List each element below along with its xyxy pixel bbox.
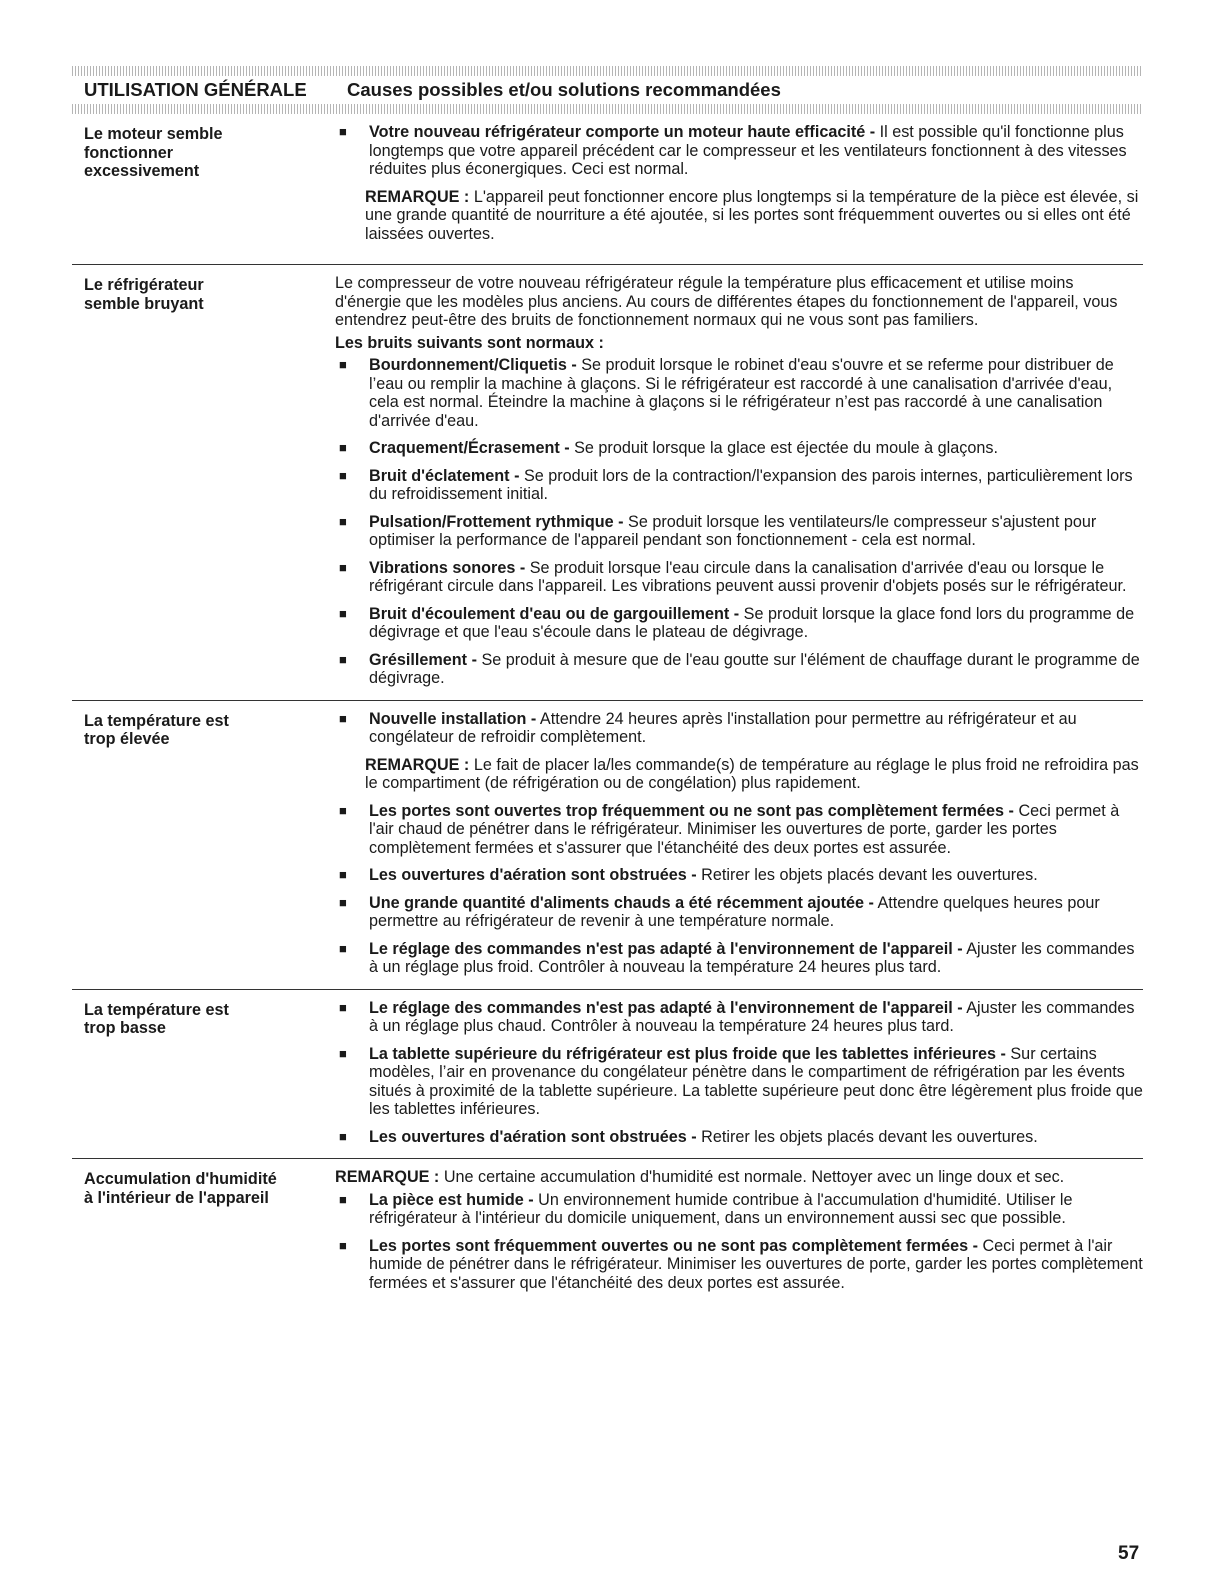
item-title: La pièce est humide - [369,1190,534,1209]
item-text: Ceci permet à l'air humide de pénétrer dans le réfrigérateur. Minimiser les ouvertures de porte, garder les portes complètement fermées et s'assurer que l'étanchéité des deux portes est assurée. [369,1236,1143,1292]
list-item [335,356,1143,430]
list-item [335,439,1143,458]
note-label: REMARQUE : [365,187,470,206]
subheading: Les bruits suivants sont normaux : [335,333,604,352]
item-title: Bourdonnement/Cliquetis - [369,356,577,374]
solutions-cell [335,990,1143,1159]
item-text: Se produit lorsque les ventilateurs/le compresseur s'ajustent pour optimiser la performance de l'appareil pendant son fonctionnement - cela est normal. [369,512,1097,549]
solutions-cell [335,265,1143,700]
list-item [335,710,1143,747]
square-bullet-icon: ■ [339,867,347,882]
list-item [335,802,1143,858]
list-item [335,605,1143,642]
item-text: Se produit lors de la contraction/l'expansion des parois internes, particulièrement lors du refroidissement initial. [369,466,1133,503]
item-title: Votre nouveau réfrigérateur comporte un moteur haute efficacité - [369,123,876,141]
item-title: Grésillement - [369,650,477,669]
item-title: Craquement/Écrasement - [369,439,570,457]
note-label: REMARQUE : [335,1168,440,1186]
note [335,1168,1143,1187]
square-bullet-icon: ■ [339,440,347,455]
intro-paragraph: Le compresseur de votre nouveau réfrigérateur régule la température plus efficacement et utilise moins d'énergie que les modèles plus anciens. Au cours de différentes étapes du fonctionnement de l'appareil, vous entendrez peut-être des bruits de fonctionnement normaux qui ne vous sont pas familiers. [335,274,1118,329]
header-top-rule [72,66,1143,76]
item-text: Sur certains modèles, l’air en provenance du congélateur pénètre dans le compartiment de réfrigération par les évents situés à proximité de la tablette supérieure. La tablette supérieure peut donc être légèrement plus froide que les tablettes inférieures. [369,1044,1143,1118]
item-text: Ajuster les commandes à un réglage plus froid. Contrôler à nouveau la température 24 heures plus tard. [369,939,1135,976]
square-bullet-icon: ■ [339,605,347,621]
note-label: REMARQUE : [365,755,470,774]
item-title: Le réglage des commandes n'est pas adapté à l'environnement de l'appareil - [369,998,963,1017]
item-text: Se produit lorsque la glace est éjectée du moule à glaçons. [569,439,998,457]
list-item [335,1237,1143,1293]
list-item [335,651,1143,688]
square-bullet-icon: ■ [339,559,347,575]
list-item [335,467,1143,504]
item-text: Un environnement humide contribue à l'accumulation d'humidité. Utiliser le réfrigérateur à l'intérieur du domicile uniquement, dans un environnement aussi sec que possible. [369,1190,1073,1227]
list-item [335,1045,1143,1119]
square-bullet-icon: ■ [339,999,347,1015]
item-text: Il est possible qu'il fonctionne plus longtemps que votre appareil précédent car le compresseur et les ventilateurs fonctionnent à des vitesses réduites plus éconergiques. Ceci est normal. [369,123,1127,178]
problem-label: Accumulation d'humidité à l'intérieur de l'appareil [84,1170,277,1207]
column-header-solutions: Causes possibles et/ou solutions recommandées [347,79,781,100]
problem-label: La température est trop basse [84,1000,229,1037]
troubleshooting-table [72,66,1143,1304]
table-row-temp-high [72,701,1143,990]
square-bullet-icon: ■ [339,124,347,139]
item-text: Attendre 24 heures après l'installation pour permettre au réfrigérateur et au congélateur de refroidir complètement. [369,709,1077,746]
square-bullet-icon: ■ [339,1191,347,1207]
list-item [335,513,1143,550]
problem-label: Le moteur semble fonctionner excessivement [84,125,223,180]
square-bullet-icon: ■ [339,651,347,667]
square-bullet-icon: ■ [339,357,347,372]
item-title: Vibrations sonores - [369,558,526,577]
item-text: Se produit à mesure que de l'eau goutte sur l'élément de chauffage durant le programme de dégivrage. [369,650,1140,687]
square-bullet-icon: ■ [339,1045,347,1061]
list-item [335,123,1143,179]
table-header [72,76,1143,104]
item-text: Retirer les objets placés devant les ouvertures. [696,866,1038,884]
problem-label: La température est trop élevée [84,711,229,748]
note [365,756,1143,793]
item-text: Se produit lorsque le robinet d'eau s'ouvre et se referme pour distribuer de l’eau ou remplir la machine à glaçons. Si le réfrigérateur est raccordé à une canalisation d'arrivée d'eau, cela est normal. Éteindre la machine à glaçons si le réfrigérateur n’est pas raccordé à une canalisation d'arrivée d'eau. [369,356,1114,430]
list-item [335,999,1143,1036]
table-row-noise [72,265,1143,701]
table-row-temp-low [72,990,1143,1160]
item-text: Se produit lorsque l'eau circule dans la canalisation d'arrivée d'eau ou lorsque le réfrigérant circule dans l'appareil. Les vibrations peuvent aussi provenir d'objets posés sur le réfrigérateur. [369,558,1127,595]
list-item [335,1128,1143,1147]
square-bullet-icon: ■ [339,894,347,910]
column-header-problem: UTILISATION GÉNÉRALE [84,79,307,100]
header-bottom-rule [72,104,1143,114]
list-item [335,866,1143,885]
item-title: Pulsation/Frottement rythmique - [369,512,624,531]
item-title: Une grande quantité d'aliments chauds a été récemment ajoutée - [369,893,874,912]
item-text: Retirer les objets placés devant les ouvertures. [696,1127,1038,1146]
solutions-cell [335,114,1143,264]
item-title: Les portes sont fréquemment ouvertes ou ne sont pas complètement fermées - [369,1236,978,1255]
problem-label: Le réfrigérateur semble bruyant [84,276,204,313]
item-title: Le réglage des commandes n'est pas adapté à l'environnement de l'appareil - [369,939,963,958]
note-text: L'appareil peut fonctionner encore plus longtemps si la température de la pièce est élevée, si une grande quantité de nourriture a été ajoutée, si les portes sont fréquemment ouvertes ou si elles ont été laissées ouvertes. [365,187,1139,243]
solutions-cell [335,1159,1143,1304]
list-item [335,1191,1143,1228]
item-text: Ceci permet à l'air chaud de pénétrer dans le réfrigérateur. Minimiser les ouvertures de porte, garder les portes complètement fermées et s'assurer que l'étanchéité des deux portes est assurée. [369,801,1120,857]
item-title: Bruit d'écoulement d'eau ou de gargouillement - [369,604,740,623]
item-title: Les portes sont ouvertes trop fréquemment ou ne sont pas complètement fermées - [369,801,1014,820]
item-text: Ajuster les commandes à un réglage plus chaud. Contrôler à nouveau la température 24 heures plus tard. [369,998,1135,1035]
list-item [335,559,1143,596]
solutions-cell [335,701,1143,989]
item-text: Attendre quelques heures pour permettre au réfrigérateur de revenir à une température normale. [369,893,1100,930]
page-number: 57 [1118,1543,1140,1564]
table-row-motor [72,114,1143,265]
square-bullet-icon: ■ [339,513,347,529]
list-item [335,894,1143,931]
note-text: Le fait de placer la/les commande(s) de température au réglage le plus froid ne refroidira pas le compartiment (de réfrigération ou de congélation) plus rapidement. [365,755,1139,792]
item-text: Se produit lorsque la glace fond lors du programme de dégivrage et que l'eau s'écoule dans le plateau de dégivrage. [369,604,1135,641]
square-bullet-icon: ■ [339,1128,347,1144]
square-bullet-icon: ■ [339,802,347,818]
list-item [335,940,1143,977]
square-bullet-icon: ■ [339,467,347,483]
item-title: Les ouvertures d'aération sont obstruées - [369,1127,697,1146]
note [365,188,1143,244]
item-title: Les ouvertures d'aération sont obstruées - [369,866,697,884]
note-text: Une certaine accumulation d'humidité est normale. Nettoyer avec un linge doux et sec. [439,1168,1065,1186]
table-row-humidity [72,1159,1143,1304]
square-bullet-icon: ■ [339,1237,347,1253]
square-bullet-icon: ■ [339,710,347,726]
item-title: Bruit d'éclatement - [369,466,520,485]
square-bullet-icon: ■ [339,940,347,956]
item-title: La tablette supérieure du réfrigérateur est plus froide que les tablettes inférieures - [369,1044,1006,1063]
item-title: Nouvelle installation - [369,709,537,728]
